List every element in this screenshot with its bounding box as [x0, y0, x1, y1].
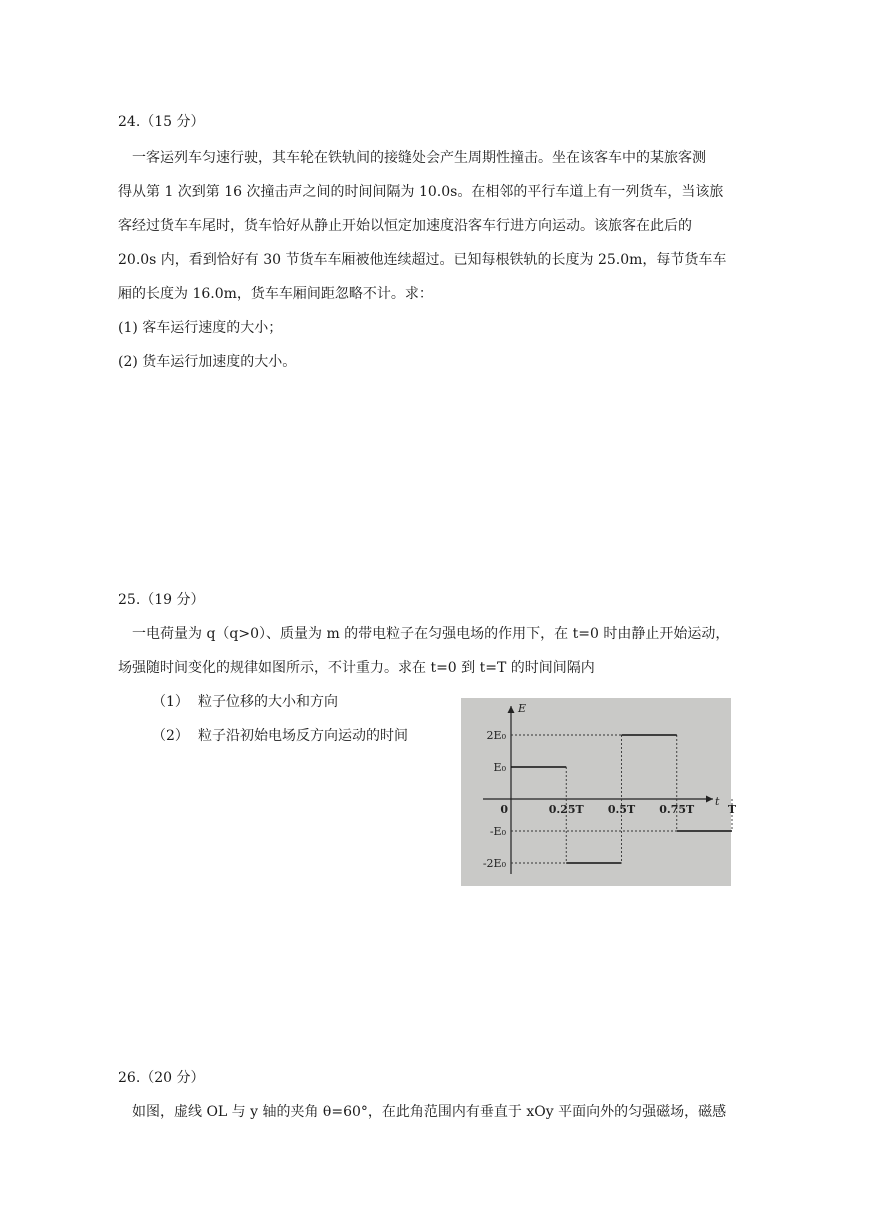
q24-part-2: (2) 货车运行加速度的大小。 — [118, 354, 297, 370]
e-t-graph-figure — [461, 698, 737, 886]
x-axis-label: t — [715, 795, 720, 808]
q25-item-2-num: （2） — [152, 728, 189, 744]
q25-item-2 — [152, 726, 408, 746]
q25-line-2: 场强随时间变化的规律如图所示，不计重力。求在 t=0 到 t=T 的时间间隔内 — [118, 660, 595, 676]
q24-heading: 24.（15 分） — [118, 114, 205, 130]
x-tick-label: 0.75T — [659, 803, 695, 816]
q25-item-1-text: 粒子位移的大小和方向 — [198, 694, 338, 710]
q25-heading: 25.（19 分） — [118, 592, 205, 608]
q25-item-2-text: 粒子沿初始电场反方向运动的时间 — [198, 728, 408, 744]
q25-item-1 — [152, 692, 338, 712]
q26-line-1: 如图，虚线 OL 与 y 轴的夹角 θ=60°，在此角范围内有垂直于 xOy 平面向外的匀强磁场，磁感 — [132, 1104, 727, 1120]
e-t-graph — [461, 698, 737, 886]
q24-part-1: (1) 客车运行速度的大小； — [118, 320, 283, 336]
q24-line-3: 客经过货车车尾时，货车恰好从静止开始以恒定加速度沿客车行进方向运动。该旅客在此后的 — [118, 218, 692, 234]
q26-heading: 26.（20 分） — [118, 1070, 205, 1086]
x-tick-label: 0.25T — [548, 803, 584, 816]
y-axis-label: E — [518, 702, 527, 715]
y-tick-label: 2E₀ — [486, 729, 506, 742]
y-tick-label: -E₀ — [489, 825, 506, 838]
q25-item-1-num: （1） — [152, 694, 189, 710]
y-tick-label: E₀ — [493, 761, 506, 774]
q25-line-1: 一电荷量为 q（q>0）、质量为 m 的带电粒子在匀强电场的作用下，在 t=0 时由静止开始运动， — [132, 626, 730, 642]
x-tick-label: 0.5T — [607, 803, 636, 816]
q24-line-1: 一客运列车匀速行驶，其车轮在铁轨间的接缝处会产生周期性撞击。坐在该客车中的某旅客测 — [132, 150, 706, 166]
q24-line-5: 厢的长度为 16.0m，货车车厢间距忽略不计。求： — [118, 286, 433, 302]
x-tick-label: T — [727, 803, 737, 816]
q24-line-4: 20.0s 内，看到恰好有 30 节货车车厢被他连续超过。已知每根铁轨的长度为 25.0m，每节货车车 — [118, 252, 727, 268]
y-tick-label: -2E₀ — [482, 857, 506, 870]
q24-line-2: 得从第 1 次到第 16 次撞击声之间的时间间隔为 10.0s。在相邻的平行车道上有一列货车，当该旅 — [118, 184, 724, 200]
x-tick-label: 0 — [500, 803, 508, 816]
